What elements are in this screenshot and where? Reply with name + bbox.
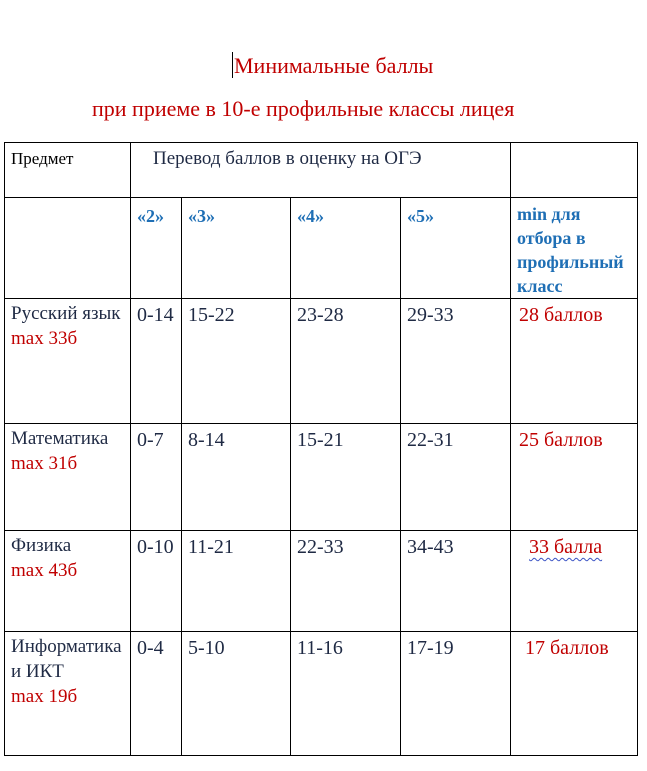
min-score-value xyxy=(511,531,638,632)
table-row xyxy=(5,424,638,531)
grade-2-range: 0-4 xyxy=(131,632,182,756)
grade-5-range: 34-43 xyxy=(401,531,511,632)
min-score-value: 28 баллов xyxy=(511,299,638,424)
grade-5-range: 17-19 xyxy=(401,632,511,756)
grade-2-range: 0-7 xyxy=(131,424,182,531)
max-score: max 19б xyxy=(11,686,78,707)
table-row xyxy=(5,299,638,424)
subject-name: Информатика и ИКТ xyxy=(11,636,122,682)
table-row xyxy=(5,531,638,632)
conversion-header: Перевод баллов в оценку на ОГЭ xyxy=(131,143,511,198)
grade-4-range: 23-28 xyxy=(291,299,401,424)
grades-header-row xyxy=(5,198,638,299)
grade-3-header: «3» xyxy=(182,198,291,299)
subject-cell xyxy=(5,632,131,756)
grade-4-header: «4» xyxy=(291,198,401,299)
grade-5-range: 29-33 xyxy=(401,299,511,424)
min-score-value: 25 баллов xyxy=(511,424,638,531)
max-score: max 43б xyxy=(11,560,78,581)
grade-4-range: 22-33 xyxy=(291,531,401,632)
grade-2-range: 0-14 xyxy=(131,299,182,424)
table-header-row xyxy=(5,143,638,198)
grade-3-range: 15-22 xyxy=(182,299,291,424)
subject-name: Русский язык xyxy=(11,303,121,324)
grade-3-range: 11-21 xyxy=(182,531,291,632)
subject-name: Математика xyxy=(11,428,109,449)
text-cursor xyxy=(232,52,233,78)
subject-header: Предмет xyxy=(5,143,131,198)
subject-cell xyxy=(5,299,131,424)
grade-5-header: «5» xyxy=(401,198,511,299)
subject-cell xyxy=(5,424,131,531)
grade-4-range: 15-21 xyxy=(291,424,401,531)
grade-4-range: 11-16 xyxy=(291,632,401,756)
grade-3-range: 8-14 xyxy=(182,424,291,531)
scores-table xyxy=(4,142,638,756)
empty-subject-cell xyxy=(5,198,131,299)
max-score: max 33б xyxy=(11,328,78,349)
table-row xyxy=(5,632,638,756)
subject-name: Физика xyxy=(11,535,72,556)
title-line-1 xyxy=(232,52,433,79)
min-score-text: 33 балла xyxy=(529,536,603,558)
grade-2-header: «2» xyxy=(131,198,182,299)
grade-5-range: 22-31 xyxy=(401,424,511,531)
title-line-1-text: Минимальные баллы xyxy=(234,53,434,78)
grade-2-range: 0-10 xyxy=(131,531,182,632)
title-line-2: при приеме в 10-е профильные классы лицея xyxy=(92,96,515,121)
empty-header-cell xyxy=(511,143,638,198)
max-score: max 31б xyxy=(11,453,78,474)
grade-3-range: 5-10 xyxy=(182,632,291,756)
min-score-value: 17 баллов xyxy=(511,632,638,756)
subject-cell xyxy=(5,531,131,632)
min-score-header: min для отбора в профильный класс xyxy=(511,198,638,299)
